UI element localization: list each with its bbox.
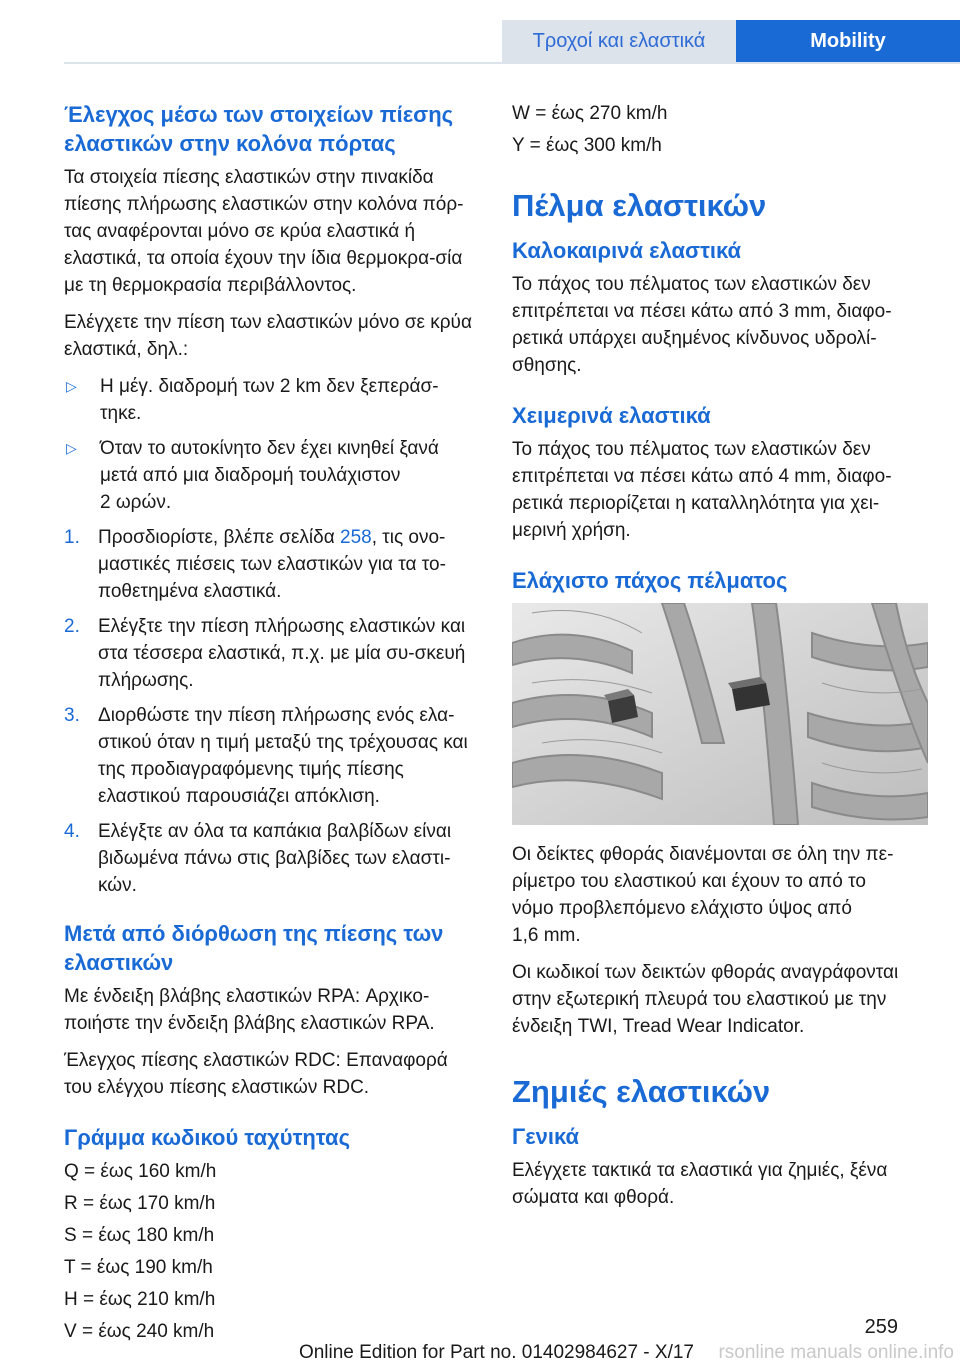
list-item-bullet-2 (64, 435, 476, 516)
paragraph-door-pillar-info: Τα στοιχεία πίεσης ελαστικών στην πινακίδα πίεσης πλήρωσης ελαστικών στην κολόνα πόρ‐τας αναφέρονται μόνο σε κρύα ελαστικά ή ελαστικά, τα οποία έχουν την ίδια θερμοκρα‐σία με τη θερμοκρασία περιβάλλοντος. (64, 167, 464, 296)
page-reference-link[interactable]: 258 (340, 527, 372, 548)
step-1-text-start: Προσδιορίστε, βλέπε σελίδα (98, 527, 340, 548)
list-item-step-2 (64, 613, 476, 694)
paragraph-wear-indicators (512, 841, 928, 949)
paragraph-summer-tires: Το πάχος του πέλματος των ελαστικών δεν επιτρέπεται να πέσει κάτω από 3 mm, διαφο‐ρετικά υπάρχει αυξημένος κίνδυνος υδρολί‐σθησης. (512, 274, 892, 376)
heading-tire-tread: Πέλμα ελαστικών (512, 188, 767, 223)
wear-line-2: ρίμετρο του ελαστικού και έχουν το από το (512, 871, 866, 892)
bullet-2-line-2: μετά από μια διαδρομή τουλάχιστον (100, 465, 401, 486)
speed-code-t: T = έως 190 km/h (64, 1257, 213, 1278)
paragraph-general: Ελέγχετε τακτικά τα ελαστικά για ζημιές, ξένα σώματα και φθορά. (512, 1160, 888, 1208)
paragraph-twi: Οι κωδικοί των δεικτών φθοράς αναγράφονται στην εξωτερική πλευρά του ελαστικού με την ένδειξη TWI, Tread Wear Indicator. (512, 962, 899, 1037)
heading-after-correction: Μετά από διόρθωση της πίεσης των ελαστικών (64, 921, 444, 975)
tread-wear-indicator-image (512, 603, 928, 825)
list-item-step-3 (64, 702, 476, 810)
speed-code-v: V = έως 240 km/h (64, 1321, 215, 1342)
edition-text: Online Edition for Part no. 01402984627 - X/17 (298, 1342, 694, 1363)
speed-code-y: Y = έως 300 km/h (512, 135, 662, 156)
step-text-1 (98, 524, 476, 605)
header-chapter-tab: Mobility (736, 20, 960, 62)
watermark-text: rsonline manuals online.info (718, 1342, 954, 1363)
paragraph-winter-tires: Το πάχος του πέλματος των ελαστικών δεν επιτρέπεται να πέσει κάτω από 4 mm, διαφο‐ρετικά περιορίζεται η καταλληλότητα για χει‐μερινή χρήση. (512, 439, 892, 541)
speed-code-r: R = έως 170 km/h (64, 1193, 216, 1214)
header-divider (64, 62, 960, 64)
step-1-text-end: , τις ονο‐μαστικές πιέσεις των ελαστικών για τα το‐ποθετημένα ελαστικά. (98, 527, 446, 602)
triangle-bullet-icon: ▷ (66, 440, 77, 456)
right-column (512, 100, 928, 1221)
page-number: 259 (864, 1316, 898, 1338)
step-text-4: Ελέγξτε αν όλα τα καπάκια βαλβίδων είναι βιδωμένα πάνω στις βαλβίδες των ελαστι‐κών. (98, 821, 452, 896)
speed-code-w: W = έως 270 km/h (512, 103, 668, 124)
list-item-step-1 (64, 524, 476, 605)
page-header (0, 20, 960, 62)
bullet-text-2 (100, 435, 476, 516)
bullet-2-line-3: 2 ωρών. (100, 492, 172, 513)
heading-min-tread: Ελάχιστο πάχος πέλματος (512, 568, 788, 593)
wear-line-3: νόμο προβλεπόμενο ελάχιστο ύψος από (512, 898, 852, 919)
heading-general: Γενικά (512, 1124, 580, 1149)
bullet-text-1: Η μέγ. διαδρομή των 2 km δεν ξεπεράσ‐τηκε. (100, 376, 439, 424)
heading-door-pillar-check: Έλεγχος μέσω των στοιχείων πίεσης ελαστικών στην κολόνα πόρτας (64, 102, 454, 156)
heading-summer-tires: Καλοκαιρινά ελαστικά (512, 238, 742, 263)
left-column (64, 100, 476, 1350)
heading-speed-code: Γράμμα κωδικού ταχύτητας (64, 1125, 351, 1150)
step-text-2: Ελέγξτε την πίεση πλήρωσης ελαστικών και στα τέσσερα ελαστικά, π.χ. με μία συ‐σκευή πλήρωσης. (98, 616, 466, 691)
speed-code-q: Q = έως 160 km/h (64, 1161, 217, 1182)
step-text-3: Διορθώστε την πίεση πλήρωσης ενός ελα‐στικού όταν η τιμή μεταξύ της τρέχουσας και της προδιαγραφόμενης τιμής πίεσης ελαστικού παρουσιάζει απόκλιση. (98, 705, 468, 807)
step-number: 4. (64, 821, 80, 842)
wear-line-4: 1,6 mm. (512, 925, 581, 946)
triangle-bullet-icon: ▷ (66, 378, 77, 394)
paragraph-cold-tires: Ελέγχετε την πίεση των ελαστικών μόνο σε κρύα ελαστικά, δηλ.: (64, 312, 472, 360)
header-section-title: Τροχοί και ελαστικά (502, 20, 736, 62)
heading-winter-tires: Χειμερινά ελαστικά (512, 403, 711, 428)
step-number: 1. (64, 527, 80, 548)
step-number: 3. (64, 705, 80, 726)
speed-code-s: S = έως 180 km/h (64, 1225, 215, 1246)
paragraph-rdc: Έλεγχος πίεσης ελαστικών RDC: Επαναφορά του ελέγχου πίεσης ελαστικών RDC. (64, 1050, 448, 1098)
wear-line-1: Οι δείκτες φθοράς διανέμονται σε όλη την πε‐ (512, 844, 894, 865)
paragraph-rpa: Με ένδειξη βλάβης ελαστικών RPA: Αρχικο‐ποιήστε την ένδειξη βλάβης ελαστικών RPA. (64, 986, 435, 1034)
list-item-step-4 (64, 818, 476, 899)
speed-code-h: H = έως 210 km/h (64, 1289, 216, 1310)
bullet-2-line-1: Όταν το αυτοκίνητο δεν έχει κινηθεί ξανά (100, 438, 439, 459)
list-item-bullet-1 (64, 373, 476, 427)
heading-tire-damage: Ζημιές ελαστικών (512, 1074, 771, 1109)
step-number: 2. (64, 616, 80, 637)
